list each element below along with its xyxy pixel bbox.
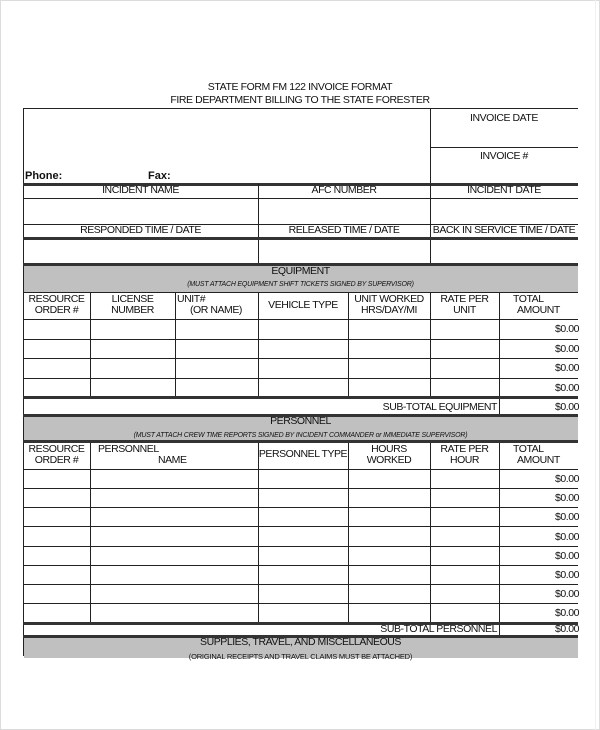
col-personnel-type: PERSONNEL TYPE — [258, 448, 348, 460]
row-total: $0.00 — [554, 569, 579, 581]
subtotal-equipment-value: $0.00 — [554, 401, 579, 413]
released-time-label: RELEASED TIME / DATE — [288, 224, 400, 236]
released-time-field[interactable] — [259, 240, 429, 264]
fax-label: Fax: — [148, 170, 171, 182]
row-total: $0.00 — [554, 473, 579, 485]
phone-label: Phone: — [25, 170, 63, 182]
incident-name-field[interactable] — [24, 199, 257, 224]
invoice-sheet — [23, 108, 579, 661]
subtotal-equipment-label: SUB-TOTAL EQUIPMENT — [382, 401, 497, 413]
col-hours-worked: HOURS WORKED — [366, 443, 412, 466]
col-personnel-name: PERSONNEL NAME — [98, 443, 187, 466]
col-rate-per-hour: RATE PER HOUR — [440, 443, 489, 466]
row-total: $0.00 — [554, 323, 579, 335]
responded-time-field[interactable] — [24, 240, 257, 264]
back-in-service-field[interactable] — [431, 240, 578, 264]
phone-field[interactable] — [65, 170, 145, 183]
scrollbar-edge — [595, 0, 596, 730]
subtotal-personnel-label: SUB-TOTAL PERSONNEL — [380, 623, 497, 635]
row-total: $0.00 — [554, 492, 579, 504]
col-unit-number: UNIT# (OR NAME) — [177, 293, 242, 316]
row-total: $0.00 — [554, 531, 579, 543]
row-total: $0.00 — [554, 382, 579, 394]
back-in-service-label: BACK IN SERVICE TIME / DATE — [432, 224, 576, 236]
col-resource-order: RESOURCE ORDER # — [28, 293, 85, 316]
row-total: $0.00 — [554, 588, 579, 600]
col-total-amount: TOTAL AMOUNT — [513, 443, 560, 466]
col-license-number: LICENSE NUMBER — [111, 293, 154, 316]
supplies-title: SUPPLIES, TRAVEL, AND MISCELLANEOUS — [200, 636, 401, 648]
equipment-title: EQUIPMENT — [271, 265, 330, 277]
row-total: $0.00 — [554, 362, 579, 374]
invoice-number-field[interactable] — [431, 164, 578, 182]
form-subtitle: FIRE DEPARTMENT BILLING TO THE STATE FORESTER — [170, 94, 430, 106]
equipment-note: (MUST ATTACH EQUIPMENT SHIFT TICKETS SIGNED BY SUPERVISOR) — [187, 281, 414, 288]
personnel-note: (MUST ATTACH CREW TIME REPORTS SIGNED BY INCIDENT COMMANDER or IMMEDIATE SUPERVISOR) — [133, 432, 468, 439]
incident-name-label: INCIDENT NAME — [102, 184, 179, 196]
responded-time-label: RESPONDED TIME / DATE — [80, 224, 201, 236]
invoice-number-label: INVOICE # — [480, 150, 528, 162]
fax-field[interactable] — [173, 170, 273, 183]
row-total: $0.00 — [554, 343, 579, 355]
row-total: $0.00 — [554, 511, 579, 523]
col-rate-per-unit: RATE PER UNIT — [440, 293, 489, 316]
invoice-date-label: INVOICE DATE — [470, 112, 538, 124]
subtotal-personnel-value: $0.00 — [554, 623, 579, 635]
col-unit-worked: UNIT WORKED HRS/DAY/MI — [354, 293, 424, 316]
supplies-note: (ORIGINAL RECEIPTS AND TRAVEL CLAIMS MUST BE ATTACHED) — [188, 652, 413, 661]
form-title: STATE FORM FM 122 INVOICE FORMAT — [207, 81, 393, 93]
row-total: $0.00 — [554, 550, 579, 562]
col-vehicle-type: VEHICLE TYPE — [268, 299, 338, 311]
incident-date-field[interactable] — [431, 199, 578, 224]
afc-number-field[interactable] — [259, 199, 429, 224]
department-address-field[interactable] — [24, 109, 429, 169]
afc-number-label: AFC NUMBER — [311, 184, 377, 196]
personnel-title: PERSONNEL — [270, 415, 331, 427]
col-resource-order: RESOURCE ORDER # — [28, 443, 85, 466]
col-total-amount: TOTAL AMOUNT — [513, 293, 560, 316]
row-total: $0.00 — [554, 607, 579, 619]
incident-date-label: INCIDENT DATE — [467, 184, 541, 196]
invoice-date-field[interactable] — [431, 128, 578, 146]
